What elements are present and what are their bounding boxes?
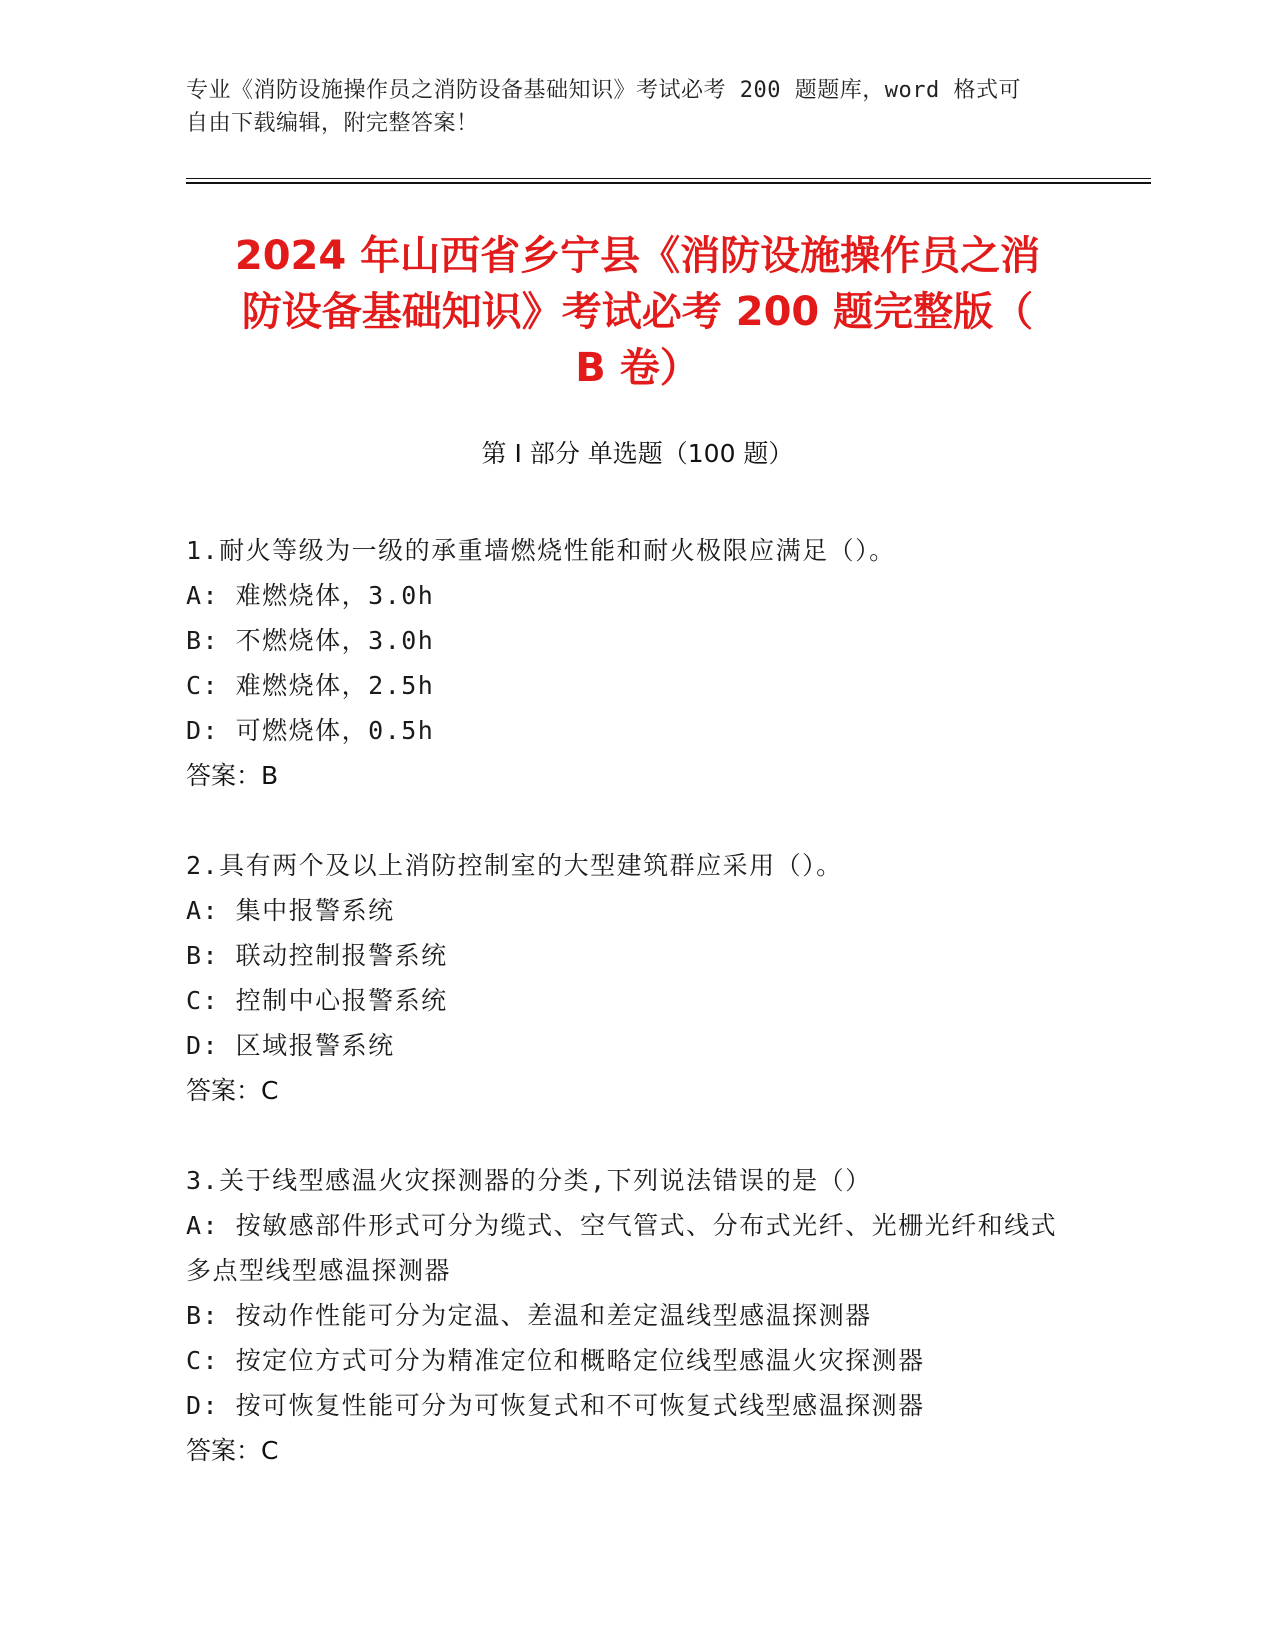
title-line-3: B 卷） <box>575 345 700 391</box>
option-a: A: 按敏感部件形式可分为缆式、空气管式、分布式光纤、光栅光纤和线式多点型线型感温探测器 <box>186 1211 1058 1285</box>
header-note <box>186 74 1066 140</box>
option-a: A: 集中报警系统 <box>186 896 395 925</box>
option-d: D: 区域报警系统 <box>186 1031 395 1060</box>
answer-label: 答案：B <box>186 761 279 790</box>
question-stem: 1.耐火等级为一级的承重墙燃烧性能和耐火极限应满足（）。 <box>186 536 896 565</box>
option-d: D: 可燃烧体，0.5h <box>186 716 435 745</box>
question-1 <box>186 528 1066 798</box>
section-heading: 第 I 部分 单选题（100 题） <box>481 439 794 468</box>
question-3 <box>186 1158 1066 1473</box>
option-c: C: 难燃烧体，2.5h <box>186 671 435 700</box>
header-divider-thick <box>186 182 1151 184</box>
question-list <box>186 528 1066 1518</box>
title-line-2: 防设备基础知识》考试必考 200 题完整版（ <box>241 289 1034 335</box>
title-line-1: 2024 年山西省乡宁县《消防设施操作员之消 <box>234 233 1041 279</box>
option-a: A: 难燃烧体，3.0h <box>186 581 435 610</box>
header-note-line-1: 专业《消防设施操作员之消防设备基础知识》考试必考 200 题题库，word 格式可 <box>186 78 1021 103</box>
question-stem: 3.关于线型感温火灾探测器的分类,下列说法错误的是（） <box>186 1166 872 1195</box>
option-b: B: 联动控制报警系统 <box>186 941 448 970</box>
option-c: C: 控制中心报警系统 <box>186 986 448 1015</box>
answer-label: 答案：C <box>186 1076 279 1105</box>
option-d: D: 按可恢复性能可分为可恢复式和不可恢复式线型感温探测器 <box>186 1391 925 1420</box>
option-c: C: 按定位方式可分为精准定位和概略定位线型感温火灾探测器 <box>186 1346 925 1375</box>
option-b: B: 按动作性能可分为定温、差温和差定温线型感温探测器 <box>186 1301 872 1330</box>
header-divider-thin <box>186 178 1151 179</box>
option-b: B: 不燃烧体，3.0h <box>186 626 435 655</box>
answer-label: 答案：C <box>186 1436 279 1465</box>
question-2 <box>186 843 1066 1113</box>
question-stem: 2.具有两个及以上消防控制室的大型建筑群应采用（）。 <box>186 851 843 880</box>
header-note-line-2: 自由下载编辑，附完整答案！ <box>186 111 479 136</box>
document-title <box>160 228 1115 396</box>
